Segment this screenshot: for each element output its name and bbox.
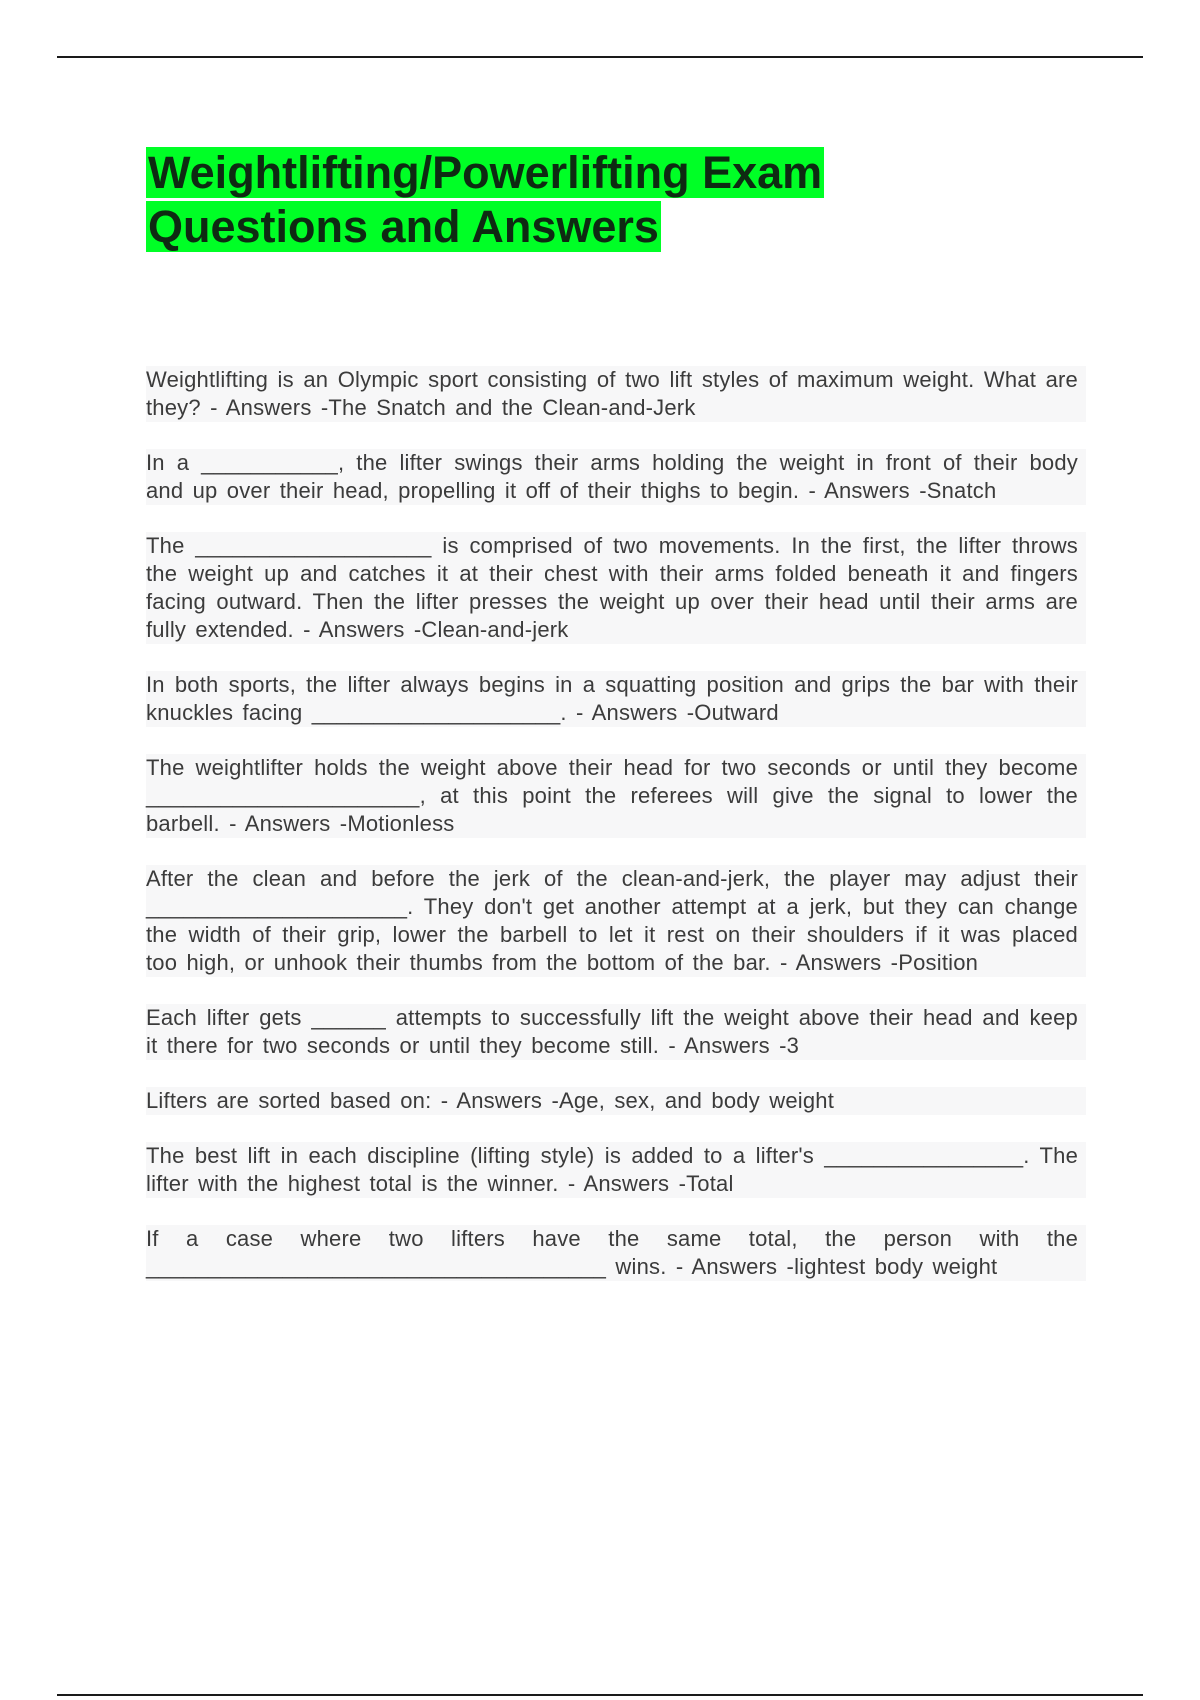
qa-item [146,449,1086,505]
answer-separator: - Answers - [566,700,695,725]
question-text: The ___________________ is comprised of two movements. In the first, the lifter throws the weight up and catches it at their chest with their arms folded beneath it and fingers facing outward. Then the lifter presses the weight up over their head until their arms are fully extended. [146,533,1078,642]
qa-item [146,754,1086,838]
answer-separator: - Answers - [558,1171,687,1196]
question-text: In a ___________, the lifter swings their arms holding the weight in front of their body and up over their head, propelling it off of their thighs to begin. [146,450,1078,503]
answer-text: Snatch [926,478,997,503]
title-line-1: Weightlifting/Powerlifting Exam [148,147,823,198]
qa-item [146,366,1086,422]
question-text: The weightlifter holds the weight above their head for two seconds or until they become ______________________, at this point the referees will give the signal to lower the barbell. [146,755,1078,836]
answer-text: Total [686,1171,734,1196]
question-text: The best lift in each discipline (lifting style) is added to a lifter's ________________. The lifter with the highest total is the winner. [146,1143,1078,1196]
question-text: In both sports, the lifter always begins in a squatting position and grips the bar with their knuckles facing ____________________. [146,672,1078,725]
page-title [146,146,946,254]
answer-text: Position [898,950,979,975]
question-text: Weightlifting is an Olympic sport consisting of two lift styles of maximum weight. What are they? [146,367,1078,420]
question-text: Lifters are sorted based on: [146,1088,432,1113]
qa-item [146,1225,1086,1281]
answer-text: 3 [786,1033,800,1058]
qa-item [146,671,1086,727]
answer-text: Clean-and-jerk [421,617,569,642]
answer-separator: - Answers - [666,1254,795,1279]
qa-item [146,1142,1086,1198]
answer-separator: - Answers - [293,617,422,642]
top-rule [57,56,1143,58]
answer-text: Outward [694,700,779,725]
answer-separator: - Answers - [770,950,899,975]
answer-separator: - Answers - [219,811,348,836]
answer-text: Motionless [347,811,455,836]
question-text: If a case where two lifters have the same total, the person with the _____________________________________ wins. [146,1226,1078,1279]
qa-item [146,1004,1086,1060]
answer-text: Age, sex, and body weight [558,1088,835,1113]
answer-separator: - Answers - [431,1088,559,1113]
answer-separator: - Answers - [200,395,329,420]
title-line-2: Questions and Answers [148,201,659,252]
question-text: Each lifter gets ______ attempts to successfully lift the weight above their head and keep it there for two seconds or until they become still. [146,1005,1078,1058]
qa-item [146,1087,1086,1115]
qa-item [146,865,1086,977]
qa-list [146,366,1086,1308]
answer-separator: - Answers - [799,478,927,503]
answer-text: lightest body weight [794,1254,998,1279]
answer-text: The Snatch and the Clean-and-Jerk [328,395,696,420]
question-text: After the clean and before the jerk of the clean-and-jerk, the player may adjust their _____________________. They don't get another attempt at a jerk, but they can change the width of their grip, lower the barbell to let it rest on their shoulders if it was placed too high, or unhook their thumbs from the bottom of the bar. [146,866,1078,975]
answer-separator: - Answers - [659,1033,787,1058]
qa-item [146,532,1086,644]
bottom-rule [57,1694,1143,1696]
